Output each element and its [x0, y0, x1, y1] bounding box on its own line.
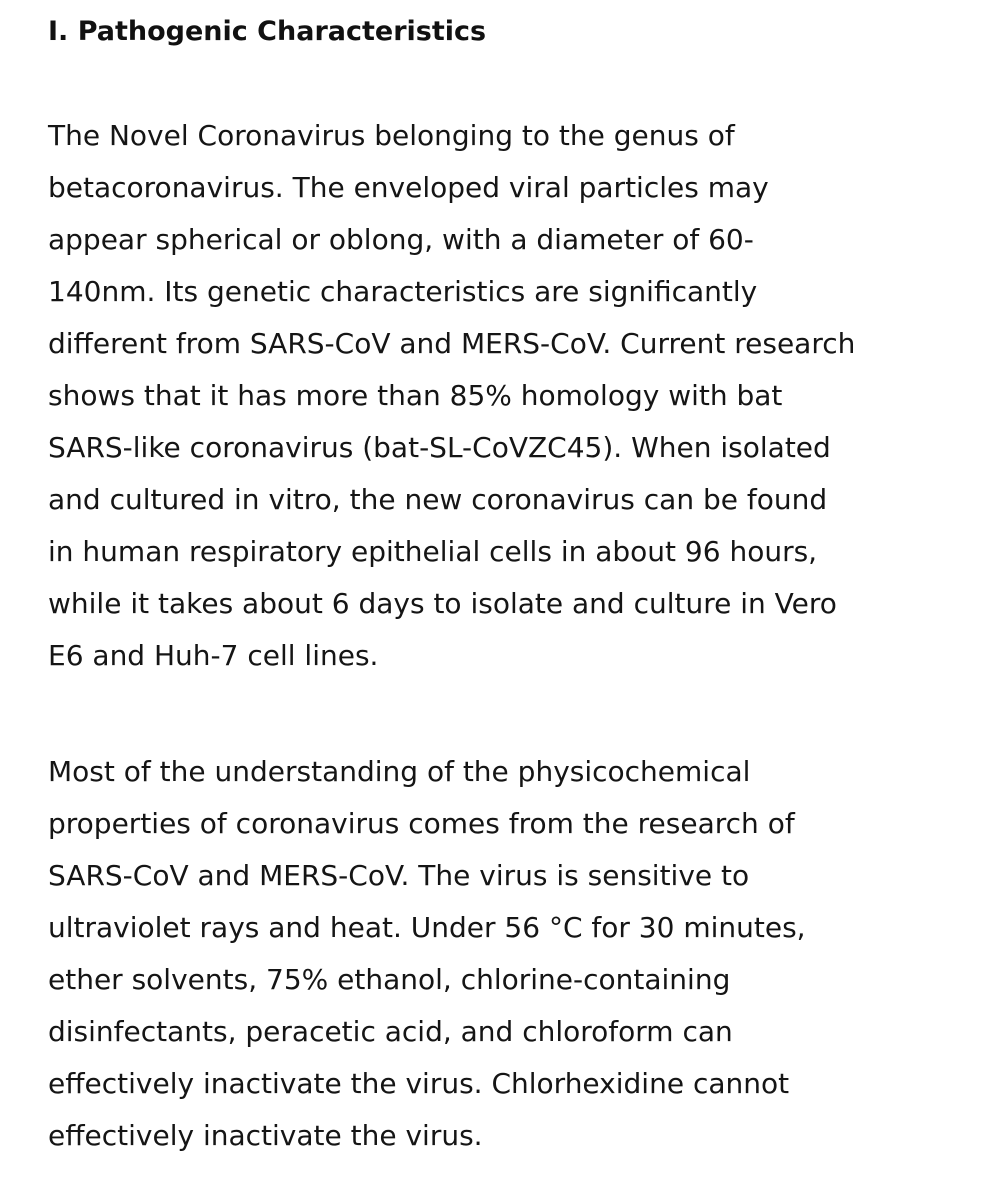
text-line: ether solvents, 75% ethanol, chlorine-containing [48, 963, 731, 996]
text-line: E6 and Huh-7 cell lines. [48, 639, 379, 672]
text-line: The Novel Coronavirus belonging to the genus of [48, 119, 735, 152]
text-line: in human respiratory epithelial cells in about 96 hours, [48, 535, 818, 568]
paragraph-physicochemical-properties [48, 746, 806, 1162]
text-line: disinfectants, peracetic acid, and chloroform can [48, 1015, 733, 1048]
text-line: SARS-CoV and MERS-CoV. The virus is sensitive to [48, 859, 750, 892]
section-heading: I. Pathogenic Characteristics [48, 16, 487, 47]
text-line: while it takes about 6 days to isolate and culture in Vero [48, 587, 837, 620]
paragraph-pathogen-description [48, 110, 855, 682]
text-line: 140nm. Its genetic characteristics are significantly [48, 275, 758, 308]
text-line: appear spherical or oblong, with a diameter of 60- [48, 223, 754, 256]
text-line: effectively inactivate the virus. [48, 1119, 483, 1152]
text-line: betacoronavirus. The enveloped viral particles may [48, 171, 769, 204]
text-line: different from SARS-CoV and MERS-CoV. Current research [48, 327, 856, 360]
text-line: and cultured in vitro, the new coronavirus can be found [48, 483, 828, 516]
text-line: properties of coronavirus comes from the research of [48, 807, 795, 840]
text-line: shows that it has more than 85% homology with bat [48, 379, 783, 412]
text-line: ultraviolet rays and heat. Under 56 °C for 30 minutes, [48, 911, 806, 944]
text-line: SARS-like coronavirus (bat-SL-CoVZC45). When isolated [48, 431, 831, 464]
text-line: Most of the understanding of the physicochemical [48, 755, 751, 788]
text-line: effectively inactivate the virus. Chlorhexidine cannot [48, 1067, 790, 1100]
